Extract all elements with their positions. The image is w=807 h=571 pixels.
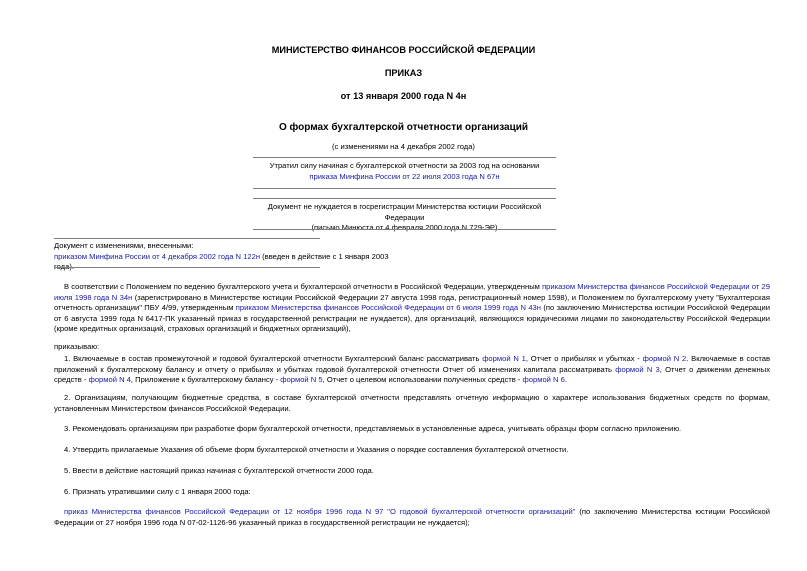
item-2: 2. Организациям, получающим бюджетные средства, в составе бухгалтерской отчетности представлять отчетную информацию о характере использования бюджетных средств по формам, установленным Министерством финансов Российской Федерации. xyxy=(54,393,770,413)
changes-block-suffix: (введен в действие с 1 января 2003 года). xyxy=(54,251,389,271)
document-title: О формах бухгалтерской отчетности организаций xyxy=(278,122,529,133)
item-6: 6. Признать утратившими силу с 1 января 2000 года: xyxy=(64,487,251,496)
amendment-order-link[interactable]: приказом Минфина России от 4 декабря 2002 года N 122н xyxy=(54,251,261,261)
item-1-text: , Отчет о прибылях и убытках - xyxy=(525,354,643,363)
item-1-text: . xyxy=(564,375,567,384)
item-1 xyxy=(54,354,770,386)
divider xyxy=(54,238,320,239)
date-number-heading: от 13 января 2000 года N 4н xyxy=(340,91,467,101)
item-1-text: 1. Включаемые в состав промежуточной и годовой бухгалтерской отчетности Бухгалтерский баланс рассматривать xyxy=(64,354,483,363)
ministry-heading: МИНИСТЕРСТВО ФИНАНСОВ РОССИЙСКОЙ ФЕДЕРАЦИИ xyxy=(271,45,536,55)
registration-notice-line2: (письмо Минюста от 4 февраля 2000 года N 729-ЭР) xyxy=(311,223,498,232)
divider xyxy=(54,267,320,268)
registration-notice-line1: Документ не нуждается в госрегистрации Министерства юстиции Российской Федерации xyxy=(267,202,542,222)
divider xyxy=(253,229,556,230)
repeal-order-link[interactable]: приказа Минфина России от 22 июля 2003 года N 67н xyxy=(309,171,500,181)
preamble-text: В соответствии с Положением по ведению бухгалтерского учета и бухгалтерской отчетности в Российской Федерации, утвержденным xyxy=(64,282,543,291)
order-34n-link[interactable]: приказом Министерства финансов Российской Федерации от 29 июля 1998 года N 34н xyxy=(54,282,770,302)
form-5-link[interactable]: формой N 5 xyxy=(280,375,323,384)
form-4-link[interactable]: формой N 4 xyxy=(88,375,131,384)
item-1-text: , Приложение к бухгалтерскому балансу - xyxy=(130,375,281,384)
doc-type-heading: ПРИКАЗ xyxy=(384,68,423,78)
item-1-text: , Отчет о движении денежных средств - xyxy=(54,364,771,384)
divider xyxy=(253,188,556,189)
order-43n-link[interactable]: приказом Министерства финансов Российской Федерации от 6 июля 1999 года N 43н xyxy=(235,303,541,312)
item-1-text: , Отчет о целевом использовании полученных средств - xyxy=(322,375,523,384)
changes-block-label: Документ с изменениями, внесенными: xyxy=(54,241,194,250)
divider xyxy=(253,157,556,158)
item-1-text: . Включаемые в состав приложений к бухгалтерскому балансу и отчету о прибылях и убытках годовой бухгалтерской отчетности Отчет об изменениях капитала рассматривать xyxy=(54,354,771,374)
form-1-link[interactable]: формой N 1 xyxy=(482,354,526,363)
form-2-link[interactable]: формой N 2 xyxy=(642,354,687,363)
preamble-text: (зарегистрировано в Министерстве юстиции Российской Федерации 27 августа 1998 года, регистрационный номер 1598), и Положением по бухгалтерскому учету "Бухгалтерская отчетность организации" ПБУ 4/99, утвержденным xyxy=(54,292,770,312)
repeal-notice-text: Утратил силу начиная с бухгалтерской отчетности за 2003 год на основании xyxy=(269,161,540,170)
repealed-order-paragraph xyxy=(54,507,770,528)
repealed-order-text: (по заключению Министерства юстиции Российской Федерации от 27 ноября 1996 года N 07-02-1126-96 указанный приказ в государственной регистрации не нуждается); xyxy=(54,507,770,527)
preamble-text: (по заключению Министерства юстиции Российской Федерации от 6 августа 1999 года N 6417-ПК указанный приказ в государственной регистрации не нуждается), для организаций, являющихся юридическими лицами по законодательству Российской Федерации (кроме кредитных организаций, страховых организаций и бюджетных организаций), xyxy=(54,303,770,333)
order-word: приказываю: xyxy=(54,342,100,351)
preamble-paragraph xyxy=(54,282,770,335)
item-4: 4. Утвердить прилагаемые Указания об объеме форм бухгалтерской отчетности и Указания о порядке составления бухгалтерской отчетности. xyxy=(64,445,569,454)
repeal-notice xyxy=(253,161,556,182)
form-3-link[interactable]: формой N 3 xyxy=(615,364,660,374)
order-97-link[interactable]: приказ Министерства финансов Российской Федерации от 12 ноября 1996 года N 97 "О годовой бухгалтерской отчетности организаций" xyxy=(64,507,576,516)
changes-note: (с изменениями на 4 декабря 2002 года) xyxy=(332,142,475,151)
item-5: 5. Ввести в действие настоящий приказ начиная с бухгалтерской отчетности 2000 года. xyxy=(64,466,374,475)
item-3: 3. Рекомендовать организациям при разработке форм бухгалтерской отчетности, представляемых в установленные адреса, учитывать образцы форм согласно приложению. xyxy=(64,424,682,433)
divider xyxy=(253,198,556,199)
form-6-link[interactable]: формой N 6 xyxy=(522,375,565,384)
